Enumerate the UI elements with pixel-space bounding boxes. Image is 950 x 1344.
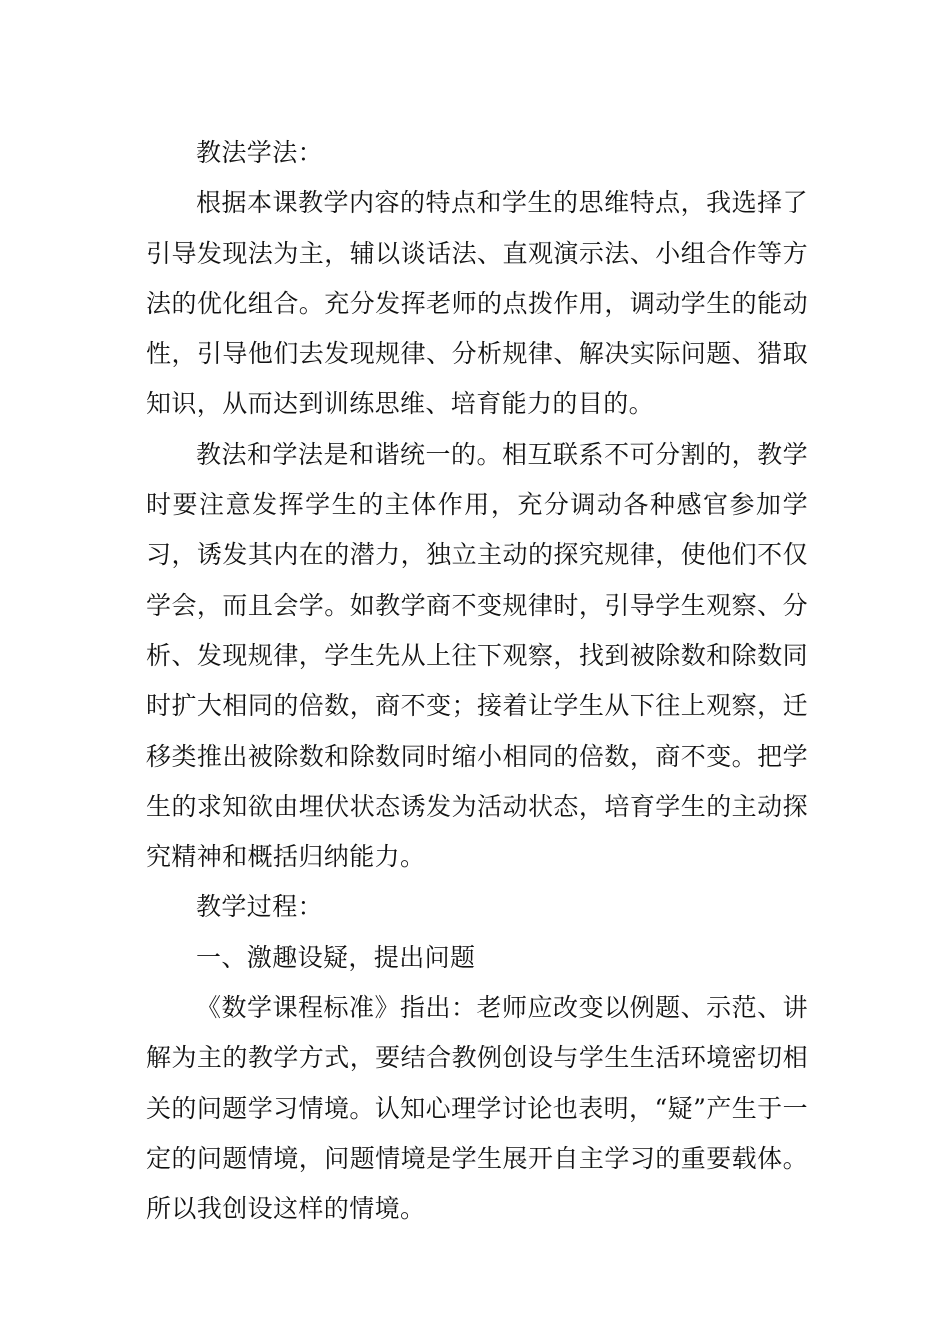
paragraph-method-unity: 教法和学法是和谐统一的。相互联系不可分割的，教学时要注意发挥学生的主体作用，充分调动各种感官参加学习，诱发其内在的潜力，独立主动的探究规律，使他们不仅学会，而且会学。如教学商不变规律时，引导学生观察、分析、发现规律，学生先从上往下观察，找到被除数和除数同时扩大相同的倍数，商不变；接着让学生从下往上观察，迁移类推出被除数和除数同时缩小相同的倍数，商不变。把学生的求知欲由埋伏状态诱发为活动状态，培育学生的主动探究精神和概括归纳能力。 — [146, 439, 808, 872]
paragraph-method-selection: 根据本课教学内容的特点和学生的思维特点，我选择了引导发现法为主，辅以谈话法、直观演示法、小组合作等方法的优化组合。充分发挥老师的点拨作用，调动学生的能动性，引导他们去发现规律、分析规律、解决实际问题、猎取知识，从而达到训练思维、培育能力的目的。 — [146, 188, 808, 419]
paragraph-curriculum-standard: 《数学课程标准》指出：老师应改变以例题、示范、讲解为主的教学方式，要结合教例创设与学生生活环境密切相关的问题学习情境。认知心理学讨论也表明，“疑”产生于一定的问题情境，问题情境是学生展开自主学习的重要载体。所以我创设这样的情境。 — [146, 993, 808, 1224]
heading-teaching-process: 教学过程： — [196, 892, 324, 922]
heading-section-one: 一、激趣设疑，提出问题 — [196, 942, 476, 972]
heading-teaching-methods: 教法学法： — [196, 138, 324, 167]
document-body — [146, 128, 808, 1235]
